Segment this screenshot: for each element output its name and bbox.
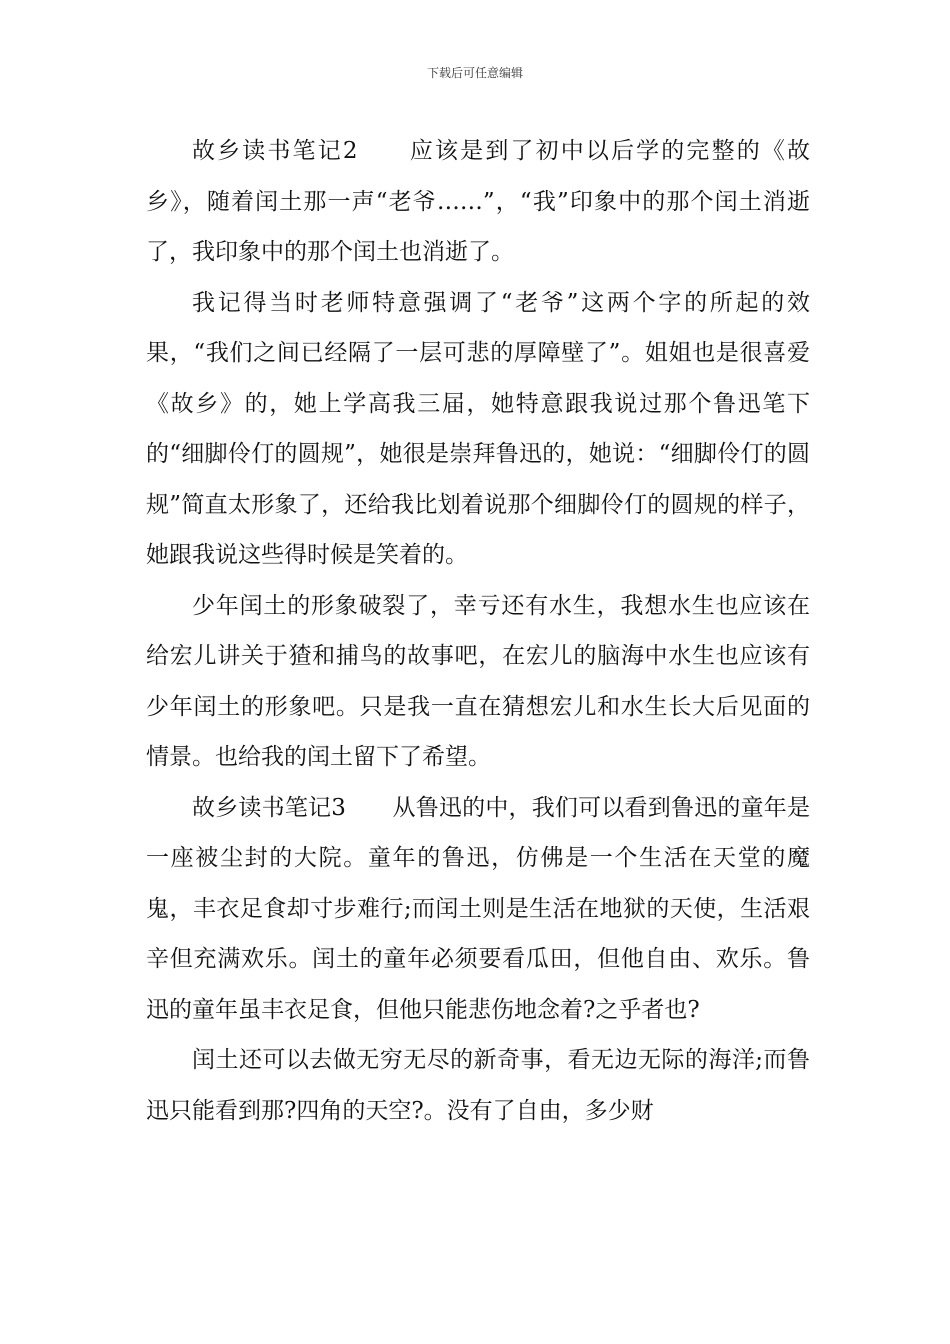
page-header: 下载后可任意编辑 (426, 66, 523, 80)
document-body (146, 126, 810, 1136)
paragraph-3: 少年闰土的形象破裂了，幸亏还有水生，我想水生也应该在给宏儿讲关于猹和捕鸟的故事吧，在宏儿的脑海中水生也应该有少年闰土的形象吧。只是我一直在猜想宏儿和水生长大后见面的情景。也给我的闰土留下了希望。 (146, 592, 810, 770)
paragraph-2: 我记得当时老师特意强调了“老爷”这两个字的所起的效果，“我们之间已经隔了一层可悲的厚障壁了”。姐姐也是很喜爱《故乡》的，她上学高我三届，她特意跟我说过那个鲁迅笔下的“细脚伶仃的圆规”，她很是崇拜鲁迅的，她说：“细脚伶仃的圆规”简直太形象了，还给我比划着说那个细脚伶仃的圆规的样子，她跟我说这些得时候是笑着的。 (146, 289, 810, 568)
paragraph-5: 闰土还可以去做无穷无尽的新奇事，看无边无际的海洋;而鲁迅只能看到那?四角的天空?。没有了自由，多少财 (146, 1047, 810, 1124)
paragraph-4: 故乡读书笔记3 从鲁迅的中，我们可以看到鲁迅的童年是一座被尘封的大院。童年的鲁迅，仿佛是一个生活在天堂的魔鬼，丰衣足食却寸步难行;而闰土则是生活在地狱的天使，生活艰辛但充满欢乐。闰土的童年必须要看瓜田，但他自由、欢乐。鲁迅的童年虽丰衣足食，但他只能悲伤地念着?之乎者也? (146, 794, 810, 1023)
paragraph-1: 故乡读书笔记2 应该是到了初中以后学的完整的《故乡》，随着闰土那一声“老爷……”，“我”印象中的那个闰土消逝了，我印象中的那个闰土也消逝了。 (146, 138, 810, 265)
